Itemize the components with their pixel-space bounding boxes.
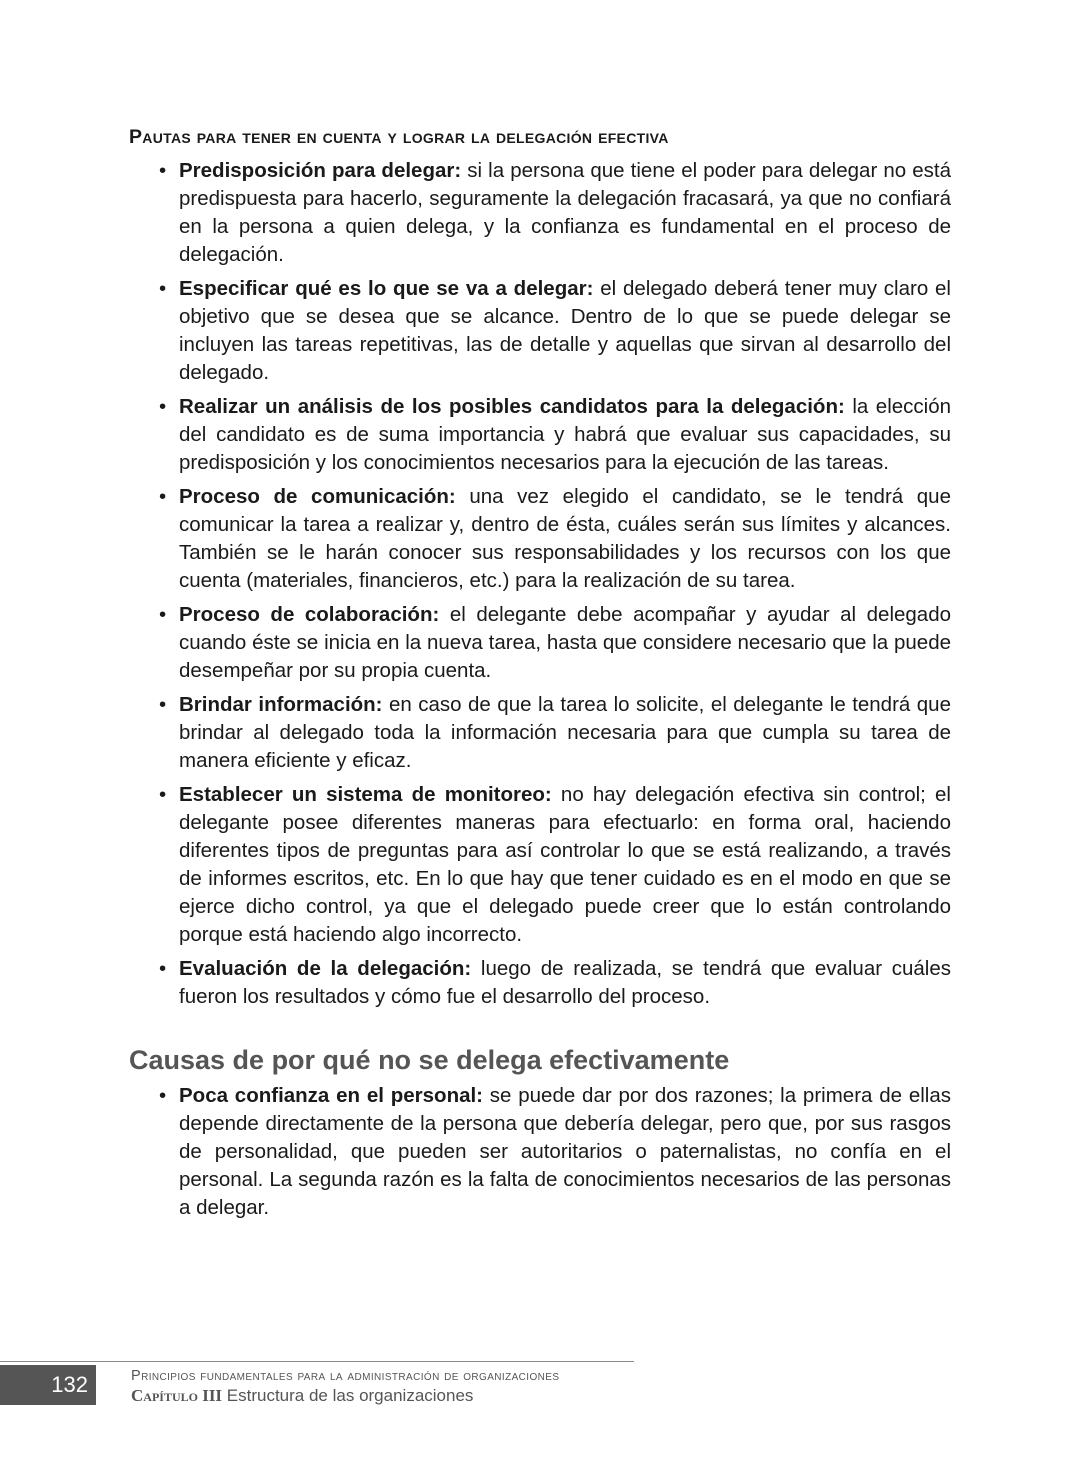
running-footer [131, 1367, 559, 1407]
item-term: Predisposición para delegar: [179, 159, 462, 182]
chapter-title: Estructura de las organizaciones [222, 1386, 474, 1405]
item-term: Proceso de comunicación: [179, 485, 456, 508]
list-item [129, 393, 951, 477]
bullet-icon: • [159, 783, 167, 806]
item-term: Realizar un análisis de los posibles candidatos para la delegación: [179, 395, 845, 418]
bullet-icon: • [159, 277, 167, 300]
page-content [129, 126, 951, 1228]
section-heading: Pautas para tener en cuenta y lograr la delegación efectiva [129, 126, 669, 148]
item-text: el delegado deberá tener muy claro el objetivo que se desea que se alcance. Dentro de lo que se puede delegar se incluyen las tareas repetitivas, las de detalle y aquellas que sirvan al desarrollo del delegado. [179, 277, 951, 384]
chapter-line [131, 1385, 559, 1407]
section-title: Causas de por qué no se delega efectivamente [129, 1045, 730, 1075]
item-text: en caso de que la tarea lo solicite, el delegante le tendrá que brindar al delegado toda la información necesaria para que cumpla su tarea de manera eficiente y eficaz. [179, 693, 951, 772]
item-text: la elección del candidato es de suma importancia y habrá que evaluar sus capacidades, su predisposición y los conocimientos necesarios para la ejecución de las tareas. [179, 395, 952, 474]
page-number: 132 [0, 1365, 96, 1405]
item-term: Establecer un sistema de monitoreo: [179, 783, 552, 806]
list-item [129, 483, 951, 595]
book-title: Principios fundamentales para la administración de organizaciones [131, 1368, 560, 1384]
list-item [129, 157, 951, 269]
item-text: no hay delegación efectiva sin control; el delegante posee diferentes maneras para efectuarlo: en forma oral, haciendo diferentes tipos de preguntas para así controlar lo que se está realizando, a través de informes escritos, etc. En lo que hay que tener cuidado es en el modo en que se ejerce dicho control, ya que el delegado puede creer que lo están controlando porque está haciendo algo incorrecto. [179, 783, 951, 946]
bullet-icon: • [159, 159, 167, 182]
item-text: el delegante debe acompañar y ayudar al delegado cuando éste se inicia en la nueva tarea, hasta que considere necesario que la puede desempeñar por su propia cuenta. [179, 603, 952, 682]
item-text: si la persona que tiene el poder para delegar no está predispuesta para hacerlo, seguramente la delegación fracasará, ya que no confiará en la persona a quien delega, y la confianza es fundamental en el proceso de delegación. [179, 159, 951, 266]
guidelines-list [129, 157, 951, 1011]
bullet-icon: • [159, 395, 167, 418]
item-term: Proceso de colaboración: [179, 603, 440, 626]
item-text: luego de realizada, se tendrá que evaluar cuáles fueron los resultados y cómo fue el desarrollo del proceso. [179, 957, 951, 1008]
causes-list [129, 1082, 951, 1222]
chapter-label: Capítulo III [131, 1386, 223, 1405]
bullet-icon: • [159, 485, 167, 508]
item-text: se puede dar por dos razones; la primera de ellas depende directamente de la persona que debería delegar, pero que, por sus rasgos de personalidad, que pueden ser autoritarios o paternalistas, no confía en el personal. La segunda razón es la falta de conocimientos necesarios de las personas a delegar. [179, 1084, 951, 1219]
item-text: una vez elegido el candidato, se le tendrá que comunicar la tarea a realizar y, dentro de ésta, cuáles serán sus límites y alcances. También se le harán conocer sus responsabilidades y los recursos con los que cuenta (materiales, financieros, etc.) para la realización de su tarea. [179, 485, 951, 592]
item-term: Brindar información: [179, 693, 383, 716]
bullet-icon: • [159, 603, 167, 626]
list-item [129, 781, 951, 949]
bullet-icon: • [159, 957, 167, 980]
list-item [129, 955, 951, 1011]
list-item [129, 601, 951, 685]
bullet-icon: • [159, 1084, 167, 1107]
list-item [129, 275, 951, 387]
list-item [129, 691, 951, 775]
item-term: Especificar qué es lo que se va a delegar: [179, 277, 594, 300]
footer-divider [0, 1361, 634, 1362]
item-term: Evaluación de la delegación: [179, 957, 472, 980]
bullet-icon: • [159, 693, 167, 716]
item-term: Poca confianza en el personal: [179, 1084, 484, 1107]
list-item [129, 1082, 951, 1222]
